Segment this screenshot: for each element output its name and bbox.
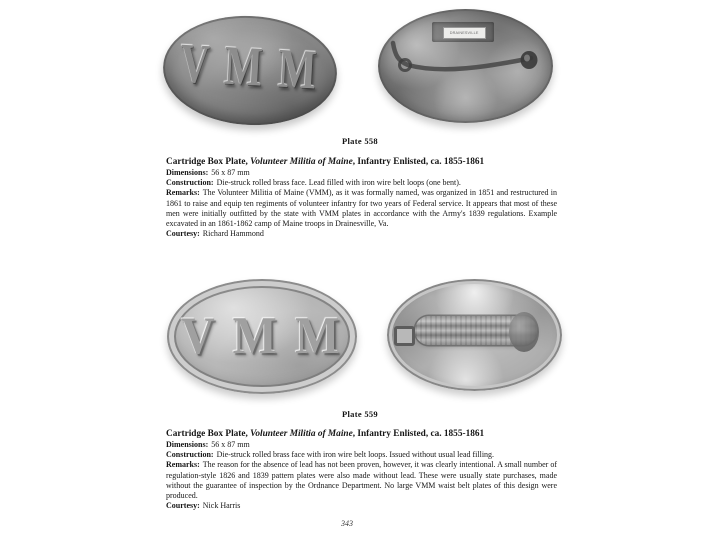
- field-courtesy: [166, 229, 557, 239]
- field-text: 56 x 87 mm: [211, 168, 250, 177]
- title-italic: Volunteer Militia of Maine: [250, 429, 353, 439]
- plate-558-caption: Plate 558: [342, 136, 378, 146]
- field-label: Remarks:: [166, 188, 200, 198]
- entry-title: [166, 428, 557, 440]
- field-text: Richard Hammond: [202, 229, 264, 239]
- field-label: Remarks:: [166, 460, 200, 470]
- plate-559-caption: Plate 559: [342, 409, 378, 419]
- field-text: 56 x 87 mm: [211, 440, 250, 449]
- title-prefix: Cartridge Box Plate,: [166, 157, 251, 167]
- field-text: The Volunteer Militia of Maine (VMM), as it was formally named, was organized in 1851 and restructured in 1861 to raise and equip ten regiments of volunteer infantry for two years of Federal service. It appears that most of these men were initially outfitted by the state with VMM plates in accordance with the Army's 1839 regulations. Example excavated in an 1861-1862 camp of Maine troops in Drainesville, Va.: [166, 188, 557, 229]
- field-construction: [166, 450, 557, 460]
- wire-loop-left: [394, 326, 415, 346]
- entry-title: [166, 156, 557, 168]
- field-text: Nick Harris: [202, 501, 241, 511]
- vmm-monogram-text: V M M: [181, 306, 343, 365]
- field-label: Courtesy:: [166, 229, 200, 239]
- field-construction: [166, 178, 557, 188]
- field-label: Construction:: [166, 178, 214, 188]
- field-text: Die-struck rolled brass face. Lead filled with iron wire belt loops (one bent).: [216, 178, 461, 188]
- title-suffix: , Infantry Enlisted, ca. 1855-1861: [352, 429, 485, 439]
- plate-558-front-photo: [160, 12, 339, 130]
- field-dimensions: [166, 440, 557, 450]
- title-suffix: , Infantry Enlisted, ca. 1855-1861: [352, 157, 485, 167]
- plate-559-back-photo: [387, 279, 562, 391]
- field-label: Dimensions:: [166, 440, 209, 449]
- entry-559: [166, 428, 557, 511]
- title-prefix: Cartridge Box Plate,: [166, 429, 251, 439]
- field-label: Dimensions:: [166, 168, 209, 177]
- field-label: Construction:: [166, 450, 214, 460]
- entry-558: [166, 156, 557, 239]
- plate-558-back-photo: [378, 9, 553, 123]
- field-label: Courtesy:: [166, 501, 200, 511]
- field-text: Die-struck rolled brass face with iron wire belt loops. Issued without usual lead filling.: [216, 450, 495, 460]
- specimen-tag-text: DRAINESVILLE: [450, 30, 479, 36]
- field-remarks: [166, 460, 557, 501]
- page-number: 343: [341, 519, 353, 528]
- belt-loop-wire: [378, 9, 553, 123]
- vmm-monogram-text: V M M: [179, 31, 322, 102]
- field-text: The reason for the absence of lead has not been proven, however, it was clearly intentional. A small number of regulation-style 1826 and 1839 pattern plates were also made without lead. These were usually state purchases, made without the guarantee of inspection by the Ordnance Department. No large VMM waist belt plates of this design were produced.: [166, 460, 557, 501]
- vmm-monogram: [167, 279, 357, 394]
- plate-559-front-photo: [167, 279, 357, 394]
- wire-loop-right: [509, 312, 539, 352]
- field-dimensions: [166, 168, 557, 178]
- vmm-monogram: [160, 12, 339, 130]
- field-remarks: [166, 188, 557, 229]
- title-italic: Volunteer Militia of Maine: [250, 157, 353, 167]
- field-courtesy: [166, 501, 557, 511]
